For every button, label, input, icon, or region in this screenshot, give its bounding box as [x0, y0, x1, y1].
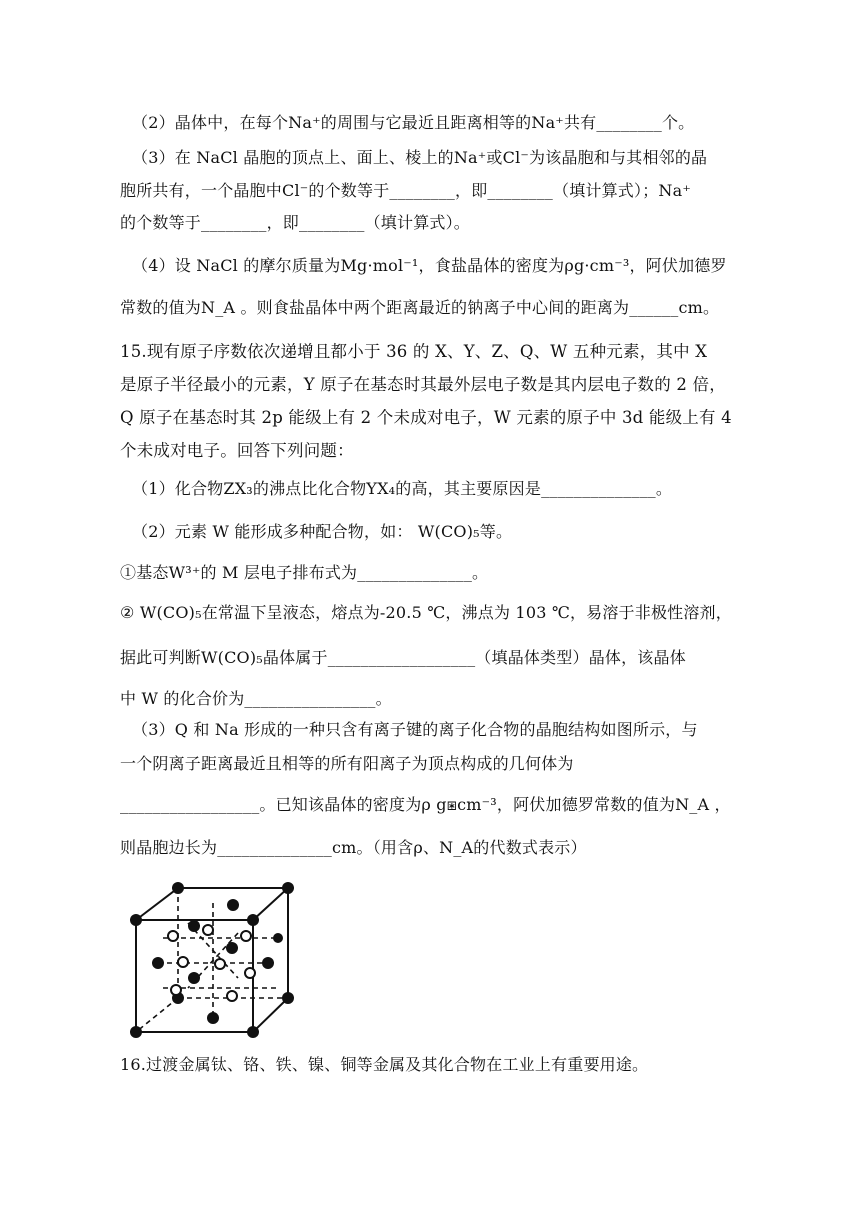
text-line: （4）设 NaCl 的摩尔质量为Mg·mol⁻¹，食盐晶体的密度为ρg·cm⁻³，阿伏加德罗 [132, 256, 727, 275]
text-line: 据此可判断W(CO)₅晶体属于__________________（填晶体类型）晶体，该晶体 [120, 648, 686, 667]
crystal-lattice-diagram [128, 878, 298, 1038]
text-line: Q 原子在基态时其 2p 能级上有 2 个未成对电子，W 元素的原子中 3d 能级上有 4 [120, 408, 732, 427]
text-line: ①基态W³⁺的 M 层电子排布式为______________。 [120, 563, 489, 582]
text-line: 是原子半径最小的元素，Y 原子在基态时其最外层电子数是其内层电子数的 2 倍， [120, 375, 726, 394]
text-line: （1）化合物ZX₃的沸点比化合物YX₄的高，其主要原因是______________。 [132, 479, 673, 498]
text-line: （3）在 NaCl 晶胞的顶点上、面上、棱上的Na⁺或Cl⁻为该晶胞和与其相邻的晶 [132, 148, 708, 167]
text-line: 一个阴离子距离最近且相等的所有阳离子为顶点构成的几何体为 [120, 754, 574, 773]
text-line: 常数的值为N_A 。则食盐晶体中两个距离最近的钠离子中心间的距离为______cm。 [120, 298, 720, 317]
text-line: ② W(CO)₅在常温下呈液态，熔点为-20.5 ℃，沸点为 103 ℃，易溶于非极性溶剂， [120, 603, 732, 622]
text-line: 个未成对电子。回答下列问题： [120, 441, 354, 460]
text-line: 则晶胞边长为______________cm。（用含ρ、N_A的代数式表示） [120, 838, 587, 857]
text-line: （2）晶体中，在每个Na⁺的周围与它最近且距离相等的Na⁺共有________个。 [132, 113, 695, 132]
question-16-line: 16.过渡金属钛、铬、铁、镍、铜等金属及其化合物在工业上有重要用途。 [120, 1055, 649, 1074]
text-line: _________________。已知该晶体的密度为ρ g⧆cm⁻³，阿伏加德罗常数的值为N_A ， [120, 795, 731, 814]
text-line: （3）Q 和 Na 形成的一种只含有离子键的离子化合物的晶胞结构如图所示，与 [132, 720, 698, 739]
question-15-line: 15.现有原子序数依次递增且都小于 36 的 X、Y、Z、Q、W 五种元素，其中 X [120, 342, 708, 361]
text-line: （2）元素 W 能形成多种配合物，如： W(CO)₅等。 [132, 522, 513, 541]
text-line: 中 W 的化合价为________________。 [120, 689, 392, 708]
text-line: 胞所共有，一个晶胞中Cl⁻的个数等于________，即________（填计算式）；Na⁺ [120, 181, 691, 200]
text-line: 的个数等于________，即________（填计算式）。 [120, 213, 471, 232]
